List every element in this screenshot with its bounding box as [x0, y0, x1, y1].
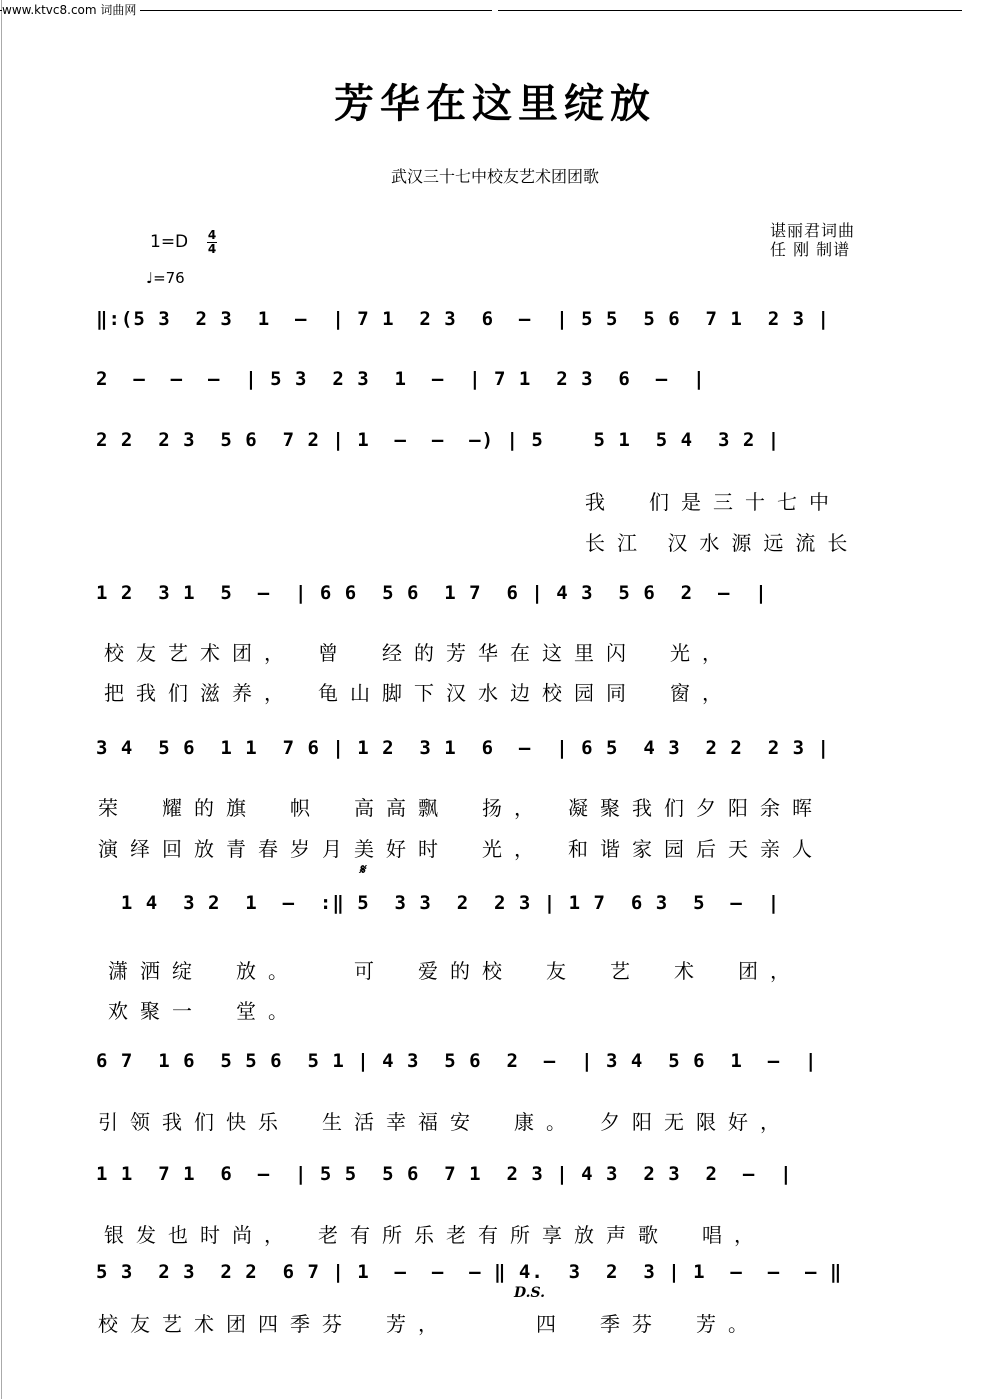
lyric-line: 欢聚一 堂。: [108, 999, 300, 1023]
score-row-8: [96, 1157, 896, 1197]
time-signature-bottom: 4: [207, 242, 217, 256]
credit-lyrics-music: 谌丽君词曲: [770, 221, 856, 240]
notation-line: 1 1 7 1 6 – | 5 5 5 6 7 1 2 3 | 4 3 2 3 2 – |: [96, 1163, 793, 1185]
notation-line: 1 2 3 1 5 – | 6 6 5 6 1 7 6 | 4 3 5 6 2 – |: [96, 582, 768, 604]
time-signature: [207, 229, 217, 256]
score-row-4: [96, 576, 896, 616]
tempo-marking: ♩=76: [146, 269, 185, 287]
segno-sign: 𝄋: [359, 862, 366, 878]
page-title: 芳华在这里绽放: [334, 80, 656, 127]
notation-line: 1 4 3 2 1 – :‖ 5 3 3 2 2 3 | 1 7 6 3 5 – |: [96, 892, 781, 914]
notation-line: 2 – – – | 5 3 2 3 1 – | 7 1 2 3 6 – |: [96, 368, 706, 390]
lyric-line: 我 们是三十七中: [585, 490, 841, 514]
lyric-line: 演绎回放青春岁月美好时 光， 和谐家园后天亲人: [98, 837, 824, 861]
time-signature-top: 4: [207, 228, 217, 242]
score-row-6: [96, 886, 896, 926]
site-watermark: www.ktvc8.com 词曲网: [2, 1, 140, 18]
score-row-9: [96, 1255, 896, 1295]
notation-line: ‖:(5 3 2 3 1 – | 7 1 2 3 6 – | 5 5 5 6 7 1 2 3 |: [96, 308, 830, 330]
score-row-5: [96, 731, 896, 771]
lyric-line: 引领我们快乐 生活幸福安 康。 夕阳无限好，: [98, 1110, 792, 1134]
score-row-2: [96, 362, 896, 402]
lyric-line: 长江 汉水源远流长: [585, 531, 860, 555]
credit-score: 任 刚 制谱: [770, 240, 851, 259]
page-subtitle: 武汉三十七中校友艺术团团歌: [390, 167, 599, 186]
notation-line: 2 2 2 3 5 6 7 2 | 1 – – –) | 5 5 1 5 4 3 2 |: [96, 429, 781, 451]
page-edge: [1, 0, 2, 1399]
lyric-line: 把我们滋养， 龟山脚下汉水边校园同 窗，: [104, 681, 734, 705]
score-row-7: [96, 1044, 896, 1084]
ds-marking: D.S.: [514, 1285, 546, 1301]
header-rule: [0, 10, 962, 11]
score-row-3: [96, 423, 896, 463]
lyric-line: 荣 耀的旗 帜 高高飘 扬， 凝聚我们夕阳余晖: [98, 796, 824, 820]
lyric-line: 潇洒绽 放。 可 爱的校 友 艺 术 团，: [108, 959, 802, 983]
notation-line: 5 3 2 3 2 2 6 7 | 1 – – – ‖ 4. 3 2 3 | 1 – – – ‖: [96, 1261, 843, 1283]
notation-line: 3 4 5 6 1 1 7 6 | 1 2 3 1 6 – | 6 5 4 3 2 2 2 3 |: [96, 737, 830, 759]
key-signature: 1=D: [150, 232, 189, 252]
lyric-line: 银发也时尚， 老有所乐老有所享放声歌 唱，: [104, 1223, 766, 1247]
notation-line: 6 7 1 6 5 5 6 5 1 | 4 3 5 6 2 – | 3 4 5 6 1 – |: [96, 1050, 818, 1072]
lyric-line: 校友艺术团， 曾 经的芳华在这里闪 光，: [104, 641, 734, 665]
score-row-1: [96, 302, 896, 342]
lyric-line: 校友艺术团四季芬 芳， 四 季芬 芳。: [98, 1312, 760, 1336]
